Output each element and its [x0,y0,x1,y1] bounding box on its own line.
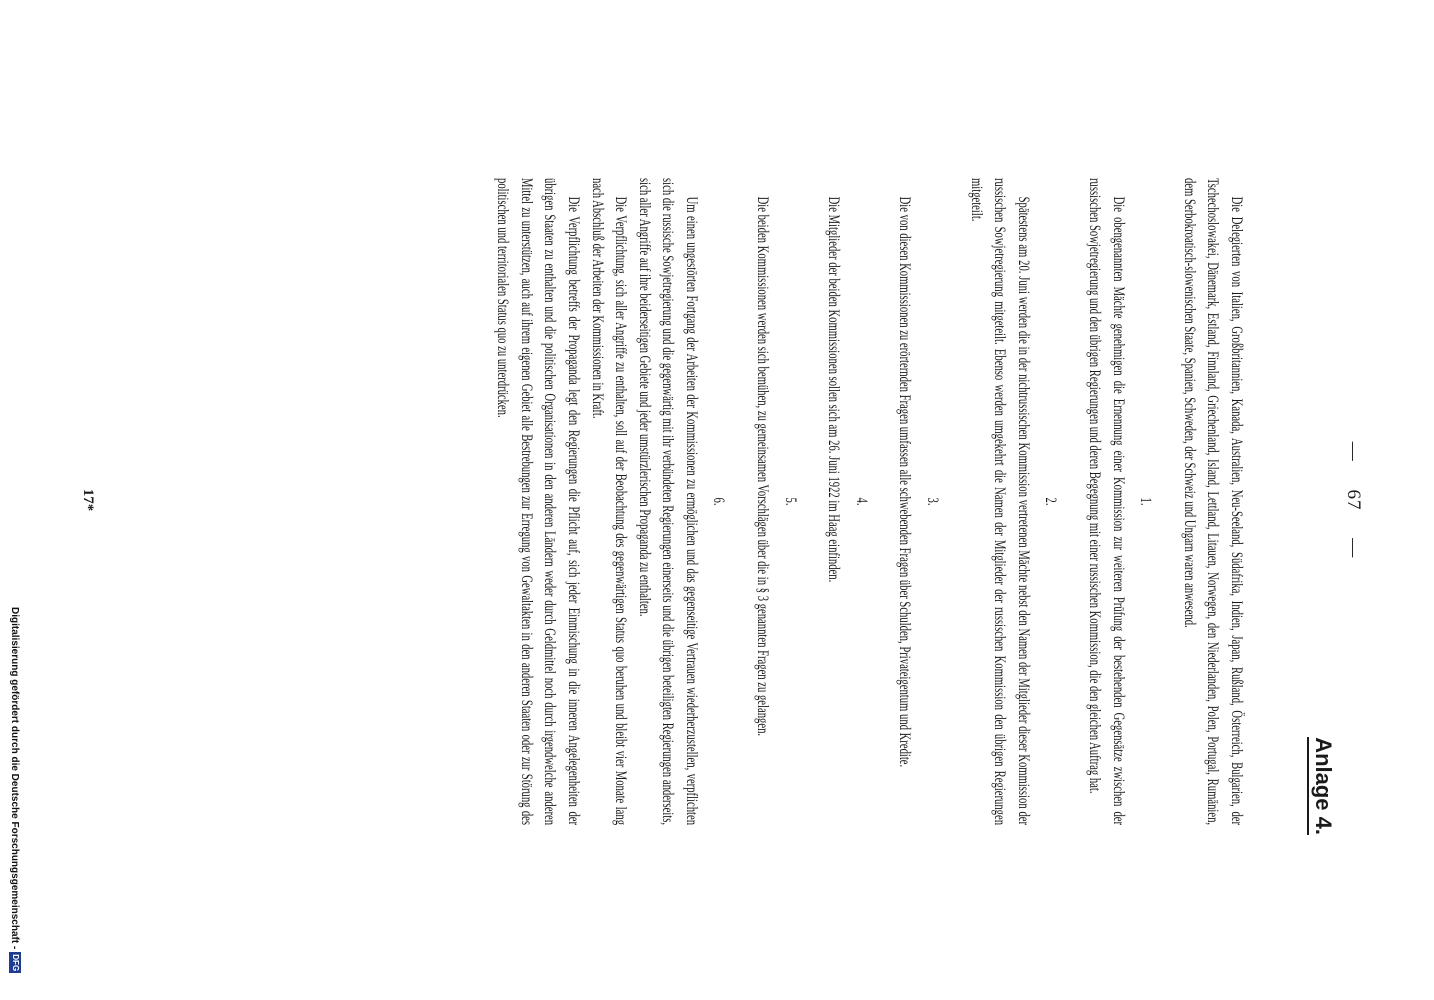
header-dash-right: — [1343,538,1364,559]
section-number-3: 3. [924,497,942,506]
signature-mark: 17* [80,488,96,512]
dfg-logo-icon: DFG [10,954,20,972]
section-number-2: 2. [1042,497,1060,506]
section-5-text: Die beiden Kommissionen werden sich bemühen, zu gemeinsamen Vorschlägen über die in § 3 genannten Fragen zu gelangen. [754,196,772,737]
section-1-text: Die obengenannten Mächte genehmigen die Ernennung einer Kommission zur weiteren Prüfung der bestehenden Gegensätze zwischen der russischen Sowjetregierung und den übrigen Regierungen und deren Begegnung mit einer russischen Kommission, die den gleichen Auftrag hat. [1086,178,1127,826]
section-6-paragraph-2: Die Verpflichtung, sich aller Angriffe zu enthalten, soll auf der Beobachtung des gegenwärtigen Status quo beruhen und bleibt vier Monate lang nach Abschluß der Arbeiten der Kommissionen in Kraft. [588,178,630,826]
document-body [491,178,1248,825]
digitization-credit [6,607,22,995]
section-2-text: Spätestens am 20. Juni werden die in der nichtrussischen Kommission vertretenen Mächte nebst den Namen der Mitglieder dieser Kommission der russischen Sowjetregierung mitgeteilt. Ebenso werden umgekehrt die Namen der Mitglieder der russischen Kommission den übrigen Regierungen mitgeteilt. [967,178,1032,826]
section-6-paragraph-1: Um einen ungestörten Fortgang der Arbeiten der Kommissionen zu ermöglichen und das gegenseitige Vertrauen wiederherzustellen, verpflichten sich die russische Sowjetregierung und die gegenwärtig mit ihr verbündeten Regierungen einerseits und die übrigen beteiligten Regierungen anderseits, sich aller Angriffe auf ihre beiderseitigen Gebiete und jeder umstürzlerischen Propaganda zu enthalten. [635,178,700,826]
annex-title: Anlage 4. [1307,737,1336,835]
page-number: 67 [1343,489,1364,511]
intro-paragraph: Die Delegierten von Italien, Großbritannien, Kanada, Australien, Neu-Seeland, Südafrika, Indien, Japan, Rußland, Österreich, Bulgarien, der Tschechoslowakei, Dänemark, Estland, Finnland, Griechenland, Island, Lettland, Litauen, Norwegen, den Niederlanden, Polen, Portugal, Rumänien, dem Serbokroatisch-slowenischen Staate, Spanien, Schweden, der Schweiz und Ungarn waren anwesend. [1180,178,1245,826]
section-6-paragraph-3: Die Verpflichtung betreffs der Propaganda legt den Regierungen die Pflicht auf, sich jeder Einmischung in die inneren Angelegenheiten der übrigen Staaten zu enthalten und die politischen Organisationen in den anderen Ländern weder durch Geldmittel noch durch irgendwelche anderen Mittel zu unterstützen, auch auf ihrem eigenen Gebiet alle Bestrebungen zur Erregung von Gewaltakten in den anderen Staaten oder zur Störung des politischen und territorialen Status quo zu unterdrücken. [494,178,582,826]
section-number-6: 6. [710,497,728,506]
section-4-text: Die Mitglieder der beiden Kommissionen sollen sich am 26. Juni 1922 im Haag einfinden. [825,196,843,583]
section-number-5: 5. [781,497,799,506]
section-number-1: 1. [1137,497,1155,506]
section-number-4: 4. [852,497,870,506]
section-3-text: Die von diesen Kommissionen zu erörternden Fragen umfassen alle schwebenden Fragen über Schulden, Privateigentum und Kredite. [896,196,914,768]
header-dash-left: — [1343,441,1364,462]
credit-text: Digitalisierung gefördert durch die Deutsche Forschungsgemeinschaft - [9,607,20,950]
page-header [1342,0,1364,1000]
